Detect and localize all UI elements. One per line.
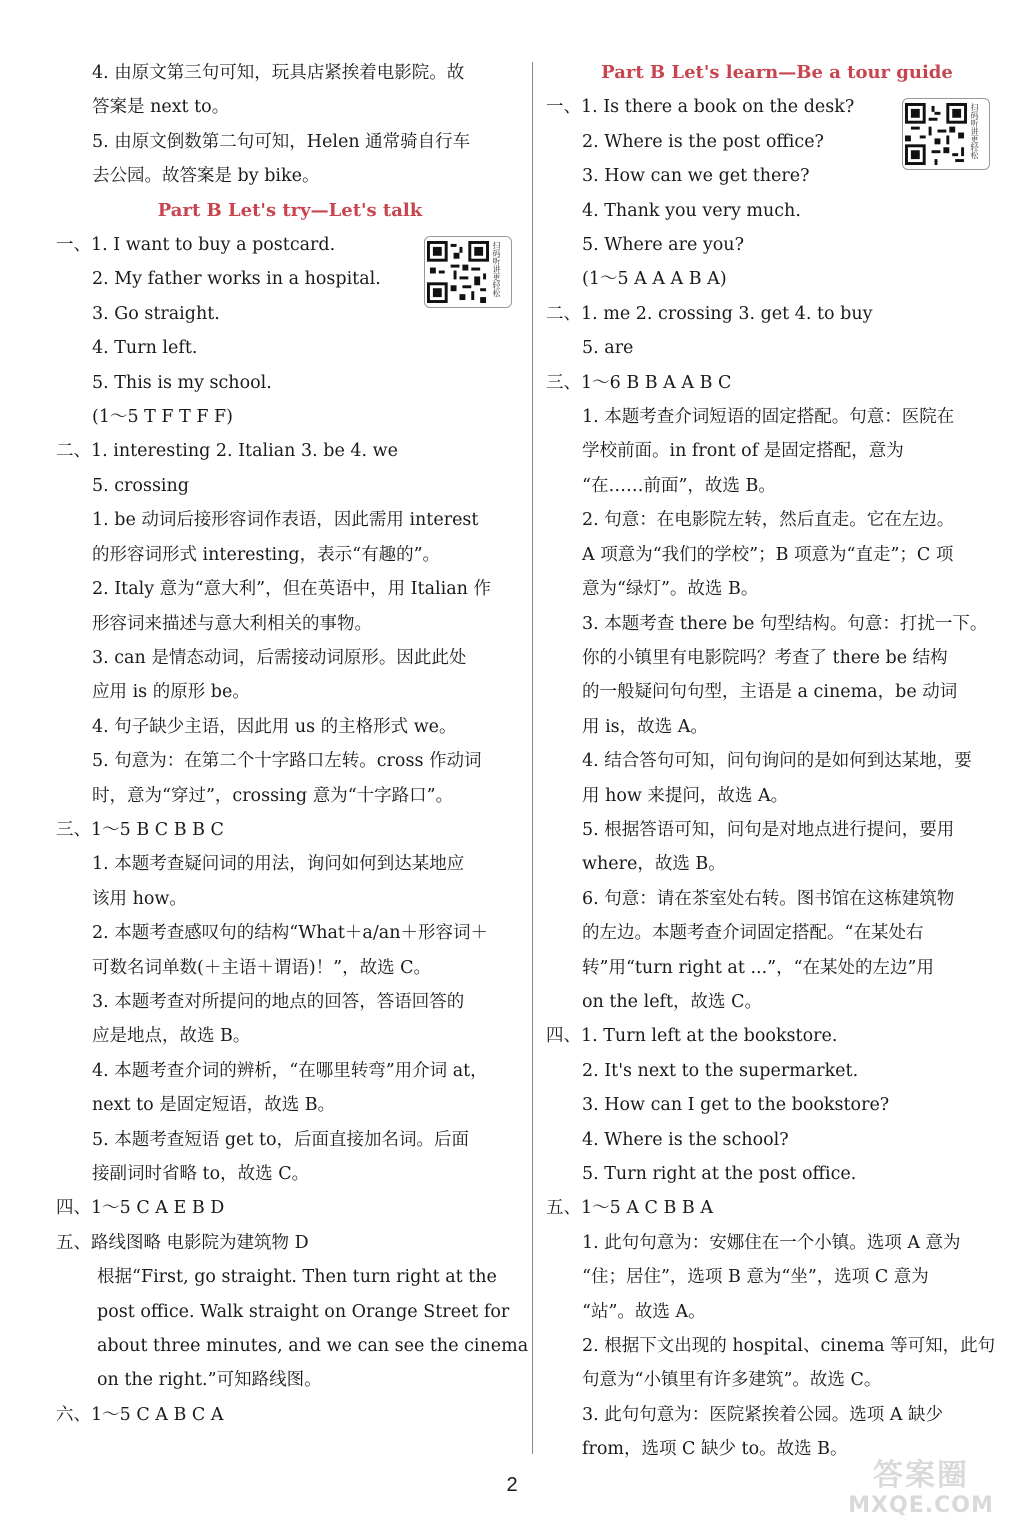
answer-line: 用 is，故选 A。: [582, 716, 708, 737]
answer-line: 3. 本题考查对所提问的地点的回答，答语回答的: [92, 991, 465, 1012]
answer-line: 2. 本题考查感叹句的结构“What＋a/an＋形容词＋: [92, 923, 488, 944]
answer-line: 转”用“turn right at ...”，“在某处的左边”用: [582, 957, 934, 978]
answer-line: from，选项 C 缺少 to。故选 B。: [582, 1439, 848, 1460]
page-number: 2: [506, 1474, 518, 1496]
answer-line: “住；居住”，选项 B 意为“坐”，选项 C 意为: [582, 1267, 929, 1288]
answer-line: 6. 句意：请在茶室处右转。图书馆在这栋建筑物: [582, 888, 955, 909]
answer-line: 2. 句意：在电影院左转，然后直走。它在左边。: [582, 510, 955, 531]
answer-line: 四、1. Turn left at the bookstore.: [546, 1026, 838, 1047]
answer-line: 5. 根据答语可知，问句是对地点进行提问，要用: [582, 819, 955, 840]
section-heading: Part B Let's try—Let's talk: [157, 199, 423, 221]
answer-line: 3. How can I get to the bookstore?: [582, 1095, 890, 1116]
answer-line: 可数名词单数(＋主语＋谓语)！”，故选 C。: [92, 957, 432, 978]
answer-line: 句意为“小镇里有许多建筑”。故选 C。: [582, 1370, 882, 1391]
answer-line: 形容词来描述与意大利相关的事物。: [92, 613, 372, 634]
answer-line: 1. 本题考查介词短语的固定搭配。句意：医院在: [582, 407, 955, 428]
answer-line: 用 how 来提问，故选 A。: [582, 785, 789, 806]
answer-line: 5. Turn right at the post office.: [582, 1164, 857, 1184]
column-divider: [532, 62, 533, 1454]
answer-line: 5. crossing: [92, 475, 189, 496]
answer-line: 二、1. interesting 2. Italian 3. be 4. we: [56, 441, 398, 462]
answer-line: 2. Italy 意为“意大利”，但在英语中，用 Italian 作: [92, 579, 491, 600]
answer-line: 4. 句子缺少主语，因此用 us 的主格形式 we。: [92, 716, 457, 737]
answer-line: 4. Turn left.: [92, 338, 198, 359]
section-heading: Part B Let's learn—Be a tour guide: [601, 62, 953, 83]
answer-line: 3. can 是情态动词，后需接动词原形。因此此处: [92, 647, 467, 668]
qr-code[interactable]: [902, 98, 990, 170]
answer-line: 4. Thank you very much.: [582, 200, 801, 221]
answer-line: 3. 此句句意为：医院紧挨着公园。选项 A 缺少: [582, 1404, 944, 1425]
watermark-text: MXQE.COM: [848, 1493, 994, 1518]
qr-code[interactable]: [424, 236, 512, 308]
answer-line: 三、1～6 B B A A B C: [546, 372, 732, 393]
qr-code-icon: [427, 241, 489, 303]
answer-line: 2. 根据下文出现的 hospital、cinema 等可知，此句: [582, 1336, 996, 1357]
answer-line: 时，意为“穿过”，crossing 意为“十字路口”。: [92, 785, 454, 806]
answer-line: 二、1. me 2. crossing 3. get 4. to buy: [546, 303, 873, 324]
answer-line: A 项意为“我们的学校”；B 项意为“直走”；C 项: [582, 544, 954, 565]
answer-line: 5. 本题考查短语 get to，后面直接加名词。后面: [92, 1129, 470, 1150]
answer-line: 五、1～5 A C B B A: [546, 1198, 713, 1219]
answer-line: 4. 结合答句可知，问句询问的是如何到达某地，要: [582, 751, 972, 772]
answer-line: 4. 由原文第三句可知，玩具店紧挨着电影院。故: [92, 63, 465, 83]
answer-line: 5. 句意为：在第二个十字路口左转。cross 作动词: [92, 751, 482, 772]
answer-line: 3. 本题考查 there be 句型结构。句意：打扰一下。: [582, 613, 988, 634]
answer-line: 应用 is 的原形 be。: [92, 682, 250, 703]
answer-line: 一、1. Is there a book on the desk?: [546, 97, 855, 118]
answer-line: 2. It's next to the supermarket.: [582, 1060, 859, 1081]
answer-line: 4. 本题考查介词的辨析，“在哪里转弯”用介词 at，: [92, 1060, 488, 1081]
answer-line: 意为“绿灯”。故选 B。: [582, 579, 759, 600]
qr-label: 扫码听讲更轻松: [970, 103, 979, 159]
answer-line: on the right.”可知路线图。: [97, 1370, 322, 1391]
answer-line: (1～5 T F T F F): [92, 407, 234, 428]
answer-line: where，故选 B。: [582, 854, 726, 875]
qr-code-icon: [905, 103, 967, 165]
answer-line: 2. My father works in a hospital.: [92, 269, 381, 290]
answer-line: 5. This is my school.: [92, 372, 272, 393]
answer-line: 四、1～5 C A E B D: [56, 1198, 225, 1219]
watermark-text: 答案圈: [873, 1458, 969, 1493]
answer-line: 5. are: [582, 338, 634, 359]
answer-line: 1. 此句句意为：安娜住在一个小镇。选项 A 意为: [582, 1232, 961, 1253]
answer-line: 的左边。本题考查介词固定搭配。“在某处右: [582, 923, 924, 944]
answer-line: 去公园。故答案是 by bike。: [92, 166, 320, 187]
answer-line: on the left，故选 C。: [582, 991, 763, 1012]
answer-line: 的形容词形式 interesting，表示“有趣的”。: [92, 544, 441, 565]
answer-line: 五、路线图略 电影院为建筑物 D: [56, 1232, 309, 1253]
answer-line: post office. Walk straight on Orange Street for: [97, 1301, 510, 1322]
answer-line: 5. Where are you?: [582, 235, 744, 256]
qr-label: 扫码听讲更轻松: [492, 241, 501, 297]
answer-line: 六、1～5 C A B C A: [56, 1404, 224, 1425]
answer-line: 答案是 next to。: [92, 97, 230, 118]
answer-line: 5. 由原文倒数第二句可知，Helen 通常骑自行车: [92, 131, 471, 152]
answer-line: 你的小镇里有电影院吗？考查了 there be 结构: [582, 647, 948, 668]
answer-line: 3. How can we get there?: [582, 166, 810, 187]
answer-line: 一、1. I want to buy a postcard.: [56, 235, 336, 256]
right-column: [546, 56, 1008, 1467]
watermark: [836, 1458, 1006, 1528]
answer-line: 接副词时省略 to，故选 C。: [92, 1164, 310, 1184]
answer-line: “在……前面”，故选 B。: [582, 475, 776, 496]
answer-line: 根据“First, go straight. Then turn right at the: [97, 1267, 497, 1288]
answer-line: 2. Where is the post office?: [582, 131, 824, 152]
answer-line: 1. 本题考查疑问词的用法，询问如何到达某地应: [92, 854, 465, 875]
answer-line: (1～5 A A A B A): [582, 269, 727, 290]
answer-line: about three minutes, and we can see the cinema: [97, 1336, 529, 1357]
answer-line: 三、1～5 B C B B C: [56, 819, 224, 840]
answer-line: 1. be 动词后接形容词作表语，因此需用 interest: [92, 510, 479, 531]
answer-line: “站”。故选 A。: [582, 1301, 706, 1322]
answer-line: next to 是固定短语，故选 B。: [92, 1095, 336, 1116]
answer-line: 3. Go straight.: [92, 303, 220, 324]
answer-line: 学校前面。in front of 是固定搭配，意为: [582, 441, 904, 462]
answer-line: 的一般疑问句句型，主语是 a cinema，be 动词: [582, 682, 958, 703]
answer-line: 应是地点，故选 B。: [92, 1026, 251, 1047]
answer-line: 4. Where is the school?: [582, 1129, 789, 1150]
answer-line: 该用 how。: [92, 888, 187, 909]
